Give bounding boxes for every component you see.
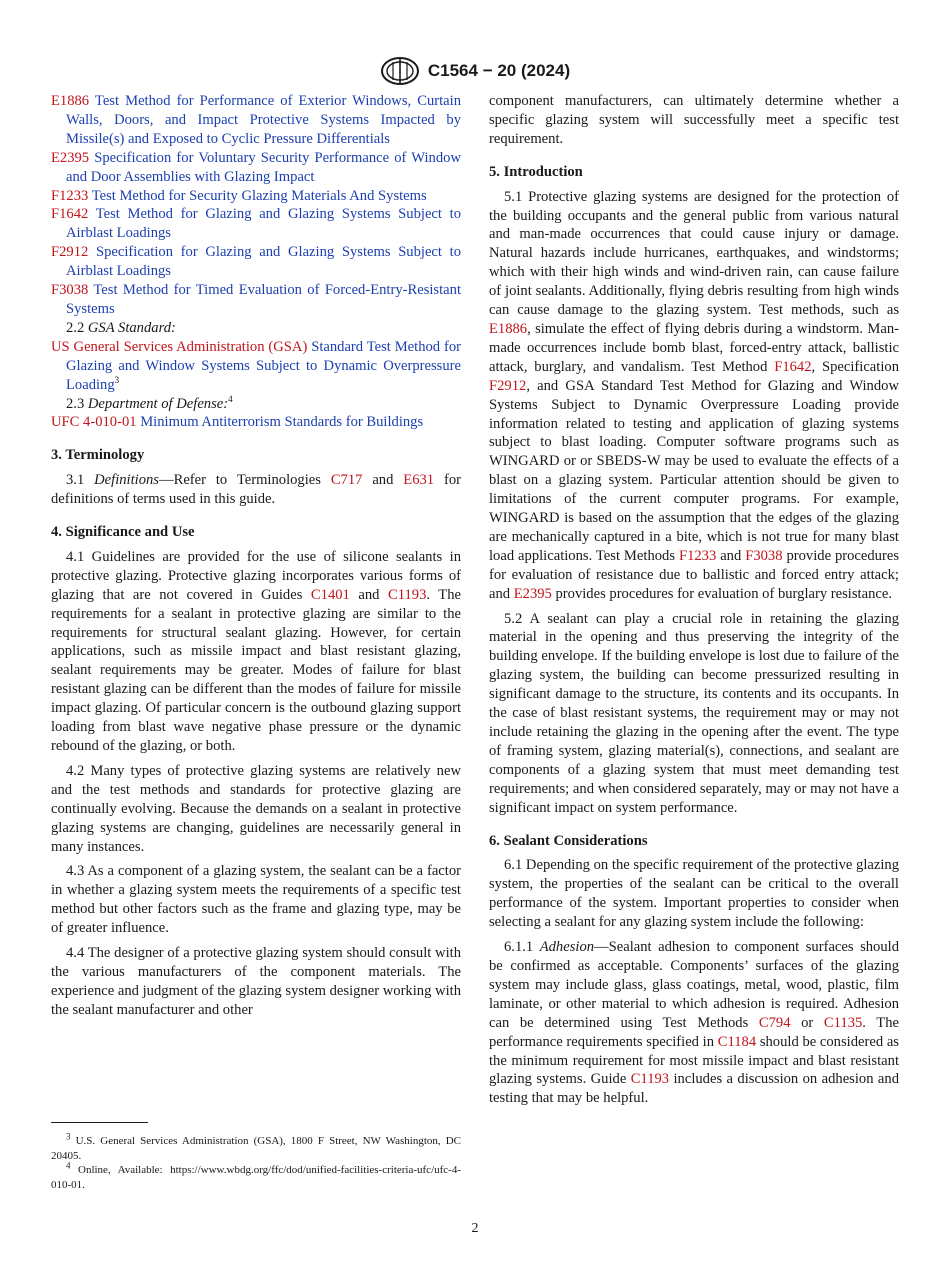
page-header: [0, 56, 950, 86]
footnote-mark: 4: [66, 1160, 71, 1171]
dod-standard-heading: [51, 395, 461, 414]
reference-title[interactable]: Test Method for Timed Evaluation of Forced-Entry-Resistant Systems: [66, 282, 461, 317]
section-heading-terminology: 3. Terminology: [51, 447, 145, 464]
text-run: , simulate the effect of flying debris during a windstorm. Man-made occurrences include bomb blast, forced-entry attack, ballistic attack, burglary, and vandalism. Test Method: [489, 320, 899, 375]
section-heading-significance: 4. Significance and Use: [51, 524, 195, 541]
gsa-standard-heading: [51, 319, 461, 338]
subsection-label: Department of Defense:: [87, 395, 229, 412]
reference-e2395: [51, 149, 461, 187]
paragraph-4-2: 4.2 Many types of protective glazing systems are relatively new and the test methods and standards for protective glazing are continually evolving. Because the demands on a sealant in protective glazing systems are changing, guidelines are necessarily general in many instances.: [51, 762, 461, 855]
text-run: 5.1 Protective glazing systems are designed for the protection of the building occupants and the general public from various natural and man-made occurrences that could cause injury or damage. Natural hazards include hurricanes, earthquakes, and windstorms; which with their high winds and wind-driven rain, can cause failure of joint sealants. Additionally, flying debris resulting from high winds can cause damage to the glazing system. Test methods, such as: [489, 188, 899, 319]
reference-code[interactable]: UFC 4-010-01: [51, 414, 137, 431]
footnote-3: [51, 1131, 461, 1163]
standard-link[interactable]: F1233: [678, 547, 717, 564]
standard-link[interactable]: E1886: [489, 320, 528, 337]
text-run: provides procedures for evaluation of burglary resistance.: [551, 585, 892, 602]
standard-link[interactable]: F2912: [489, 377, 527, 394]
standard-link[interactable]: F1642: [774, 358, 812, 375]
footnote-text: Online, Available: https://www.wbdg.org/ffc/dod/unified-facilities-criteria-ufc/ufc-4-010-01.: [51, 1164, 461, 1191]
standard-link[interactable]: C1193: [387, 586, 427, 603]
text-run: Refer to Terminologies: [173, 472, 331, 489]
subsection-label: GSA Standard:: [87, 319, 176, 336]
footnote-text: U.S. General Services Administration (GSA), 1800 F Street, NW Washington, DC 20405.: [51, 1135, 461, 1162]
footnote-4: [51, 1160, 461, 1192]
reference-f1642: [51, 205, 461, 243]
footnote-marker: 4: [228, 393, 233, 404]
section-heading-introduction: 5. Introduction: [489, 163, 583, 180]
standard-link[interactable]: F3038: [745, 547, 783, 564]
reference-f2912: [51, 243, 461, 281]
section-heading-sealant: 6. Sealant Considerations: [489, 832, 648, 849]
standard-link[interactable]: C1193: [630, 1071, 670, 1088]
reference-title[interactable]: Test Method for Security Glazing Materials And Systems: [88, 187, 427, 204]
document-designation: C1564 − 20 (2024): [427, 61, 571, 80]
paragraph-4-4-continued: component manufacturers, can ultimately determine whether a specific glazing system will successfully meet a specific test requirement.: [489, 93, 899, 147]
footnote-divider: [51, 1122, 148, 1123]
astm-logo-icon: [380, 56, 420, 86]
paragraph-4-1: [51, 548, 461, 756]
standard-link[interactable]: E2395: [513, 585, 552, 602]
text-run: provide procedures for evaluation of resistance due to ballistic and forced entry attack; and: [489, 547, 899, 602]
section-number: 3.1: [66, 472, 95, 489]
right-column: [489, 92, 899, 1114]
reference-f1233: [51, 187, 461, 206]
text-run: , Specification: [811, 358, 899, 375]
left-column: [51, 92, 461, 1026]
standard-link[interactable]: E631: [403, 472, 435, 489]
text-run: 4.1 Guidelines are provided for the use of silicone sealants in protective glazing. Protective glazing incorporates various forms of glazing that are not covered in Guides: [51, 548, 461, 603]
reference-code[interactable]: F2912: [51, 244, 89, 261]
reference-code[interactable]: US General Services Administration (GSA): [51, 338, 308, 355]
reference-f3038: [51, 281, 461, 319]
footnote-marker: 3: [114, 374, 120, 385]
paragraph-4-3: 4.3 As a component of a glazing system, the sealant can be a factor in whether a glazing system meets the requirements of a specific test method but other factors such as the frame and glazing type, may be of greater influence.: [51, 863, 461, 937]
paragraph-4-4: 4.4 The designer of a protective glazing system should consult with the various manufacturers of the component materials. The experience and judgment of the glazing system designer working with the sealant manufacturer and other: [51, 945, 461, 1018]
text-run: includes a discussion on adhesion and testing that may be helpful.: [489, 1071, 899, 1107]
text-run: Sealant adhesion to component surfaces should be confirmed as acceptable. Components’ surfaces of the glazing system may include glass, glass coatings, metal, wood, plastic, film laminate, or other material to which adhesion is required. Adhesion can be determined using Test Methods: [489, 939, 900, 1031]
standard-link[interactable]: C1135: [823, 1014, 863, 1031]
standard-link[interactable]: C794: [758, 1014, 791, 1031]
text-run: for definitions of terms used in this guide.: [51, 472, 461, 508]
reference-title[interactable]: Standard Test Method for Glazing and Window Systems Subject to Dynamic Overpressure Loading: [66, 338, 461, 393]
paragraph-5-2: 5.2 A sealant can play a crucial role in retaining the glazing material in the opening and thus preserving the integrity of the building envelope. If the building envelope is lost due to failure of the glazing system, the building can become pressurized resulting in significant damage to the structure, its contents and its occupants. In the case of blast resistant systems, the requirement may or may not include retaining the glazing in the opening after the event. The type of framing system, glazing material(s), connections, and sealant are components of a glazing system that must meet demanding test requirements; and when considered separately, may or may not have a significant impact on system performance.: [489, 610, 899, 816]
reference-code[interactable]: F3038: [51, 282, 89, 299]
paragraph-3-1: [51, 471, 461, 509]
standard-link[interactable]: C717: [330, 472, 363, 489]
page-number: 2: [471, 1221, 479, 1236]
reference-code[interactable]: F1642: [51, 206, 89, 223]
text-run: or: [790, 1014, 824, 1031]
paragraph-6-1-1: [489, 938, 899, 1108]
paragraph-5-1: [489, 188, 899, 604]
reference-title[interactable]: Test Method for Performance of Exterior Windows, Curtain Walls, Doors, and Impact Protective Systems Impacted by Missile(s) and Exposed to Cyclic Pressure Differentials: [66, 93, 461, 147]
section-number: 6.1.1: [504, 939, 540, 956]
standard-link[interactable]: C1184: [717, 1033, 757, 1050]
text-run: and: [349, 586, 388, 603]
defined-term: Definitions: [94, 472, 159, 489]
section-number: 2.3: [66, 395, 88, 412]
footnotes: [51, 1131, 461, 1192]
standard-link[interactable]: C1401: [310, 586, 350, 603]
text-run: . The requirements for a sealant in protective glazing are similar to the requirements for structural sealant glazing. However, for certain applications, such as missile impact and blast resistant glazing, sealant requirements may be greater. Modes of failure for blast resistant glazing can be different than the modes of failure for missile impact glazing. Of particular concern is the outbound glazing support loading from blast wave negative phase pressure or the dynamic rebound of the glazing, or both.: [51, 586, 461, 754]
footnote-mark: 3: [66, 1131, 71, 1142]
text-run: should be considered as the minimum requirement for most missile impact and blast resistant glazing systems. Guide: [489, 1033, 899, 1088]
reference-ufc: [51, 413, 461, 432]
paragraph-6-1: 6.1 Depending on the specific requirement of the protective glazing system, the properties of the sealant can be critical to the overall performance of the system. Important properties to consider when selecting a sealant for any glazing system include the following:: [489, 857, 899, 931]
reference-gsa: [51, 338, 461, 395]
reference-title[interactable]: Minimum Antiterrorism Standards for Buildings: [136, 414, 424, 431]
reference-code[interactable]: F1233: [51, 187, 89, 204]
text-run: and: [716, 547, 746, 564]
em-dash: —: [594, 939, 609, 956]
reference-title[interactable]: Specification for Voluntary Security Performance of Window and Door Assemblies with Glazing Impact: [66, 149, 461, 185]
section-number: 2.2: [66, 319, 88, 336]
defined-term: Adhesion: [539, 939, 595, 956]
reference-code[interactable]: E2395: [51, 149, 90, 166]
reference-code[interactable]: E1886: [51, 93, 90, 109]
reference-title[interactable]: Specification for Glazing and Glazing Systems Subject to Airblast Loadings: [66, 244, 461, 280]
em-dash: —: [159, 472, 174, 489]
reference-e1886: [51, 92, 461, 149]
text-run: . The performance requirements specified in: [489, 1014, 899, 1050]
text-run: , and GSA Standard Test Method for Glazing and Window Systems Subject to Dynamic Overpressure Loading provide information related to testing and application of glazing systems subject to blast loading. Computer software programs such as WINGARD or or SBEDS-W may be used to evaluate the effects of a blast on a glazing system. Particular attention should be given to limitations of the current computer programs. For example, WINGARD is based on the assumption that the edges of the glazing are mechanically captured in a bite, which is not true for many blast load applications. Test Methods: [489, 377, 899, 564]
reference-title[interactable]: Test Method for Glazing and Glazing Systems Subject to Airblast Loadings: [66, 206, 461, 242]
text-run: and: [362, 472, 404, 489]
